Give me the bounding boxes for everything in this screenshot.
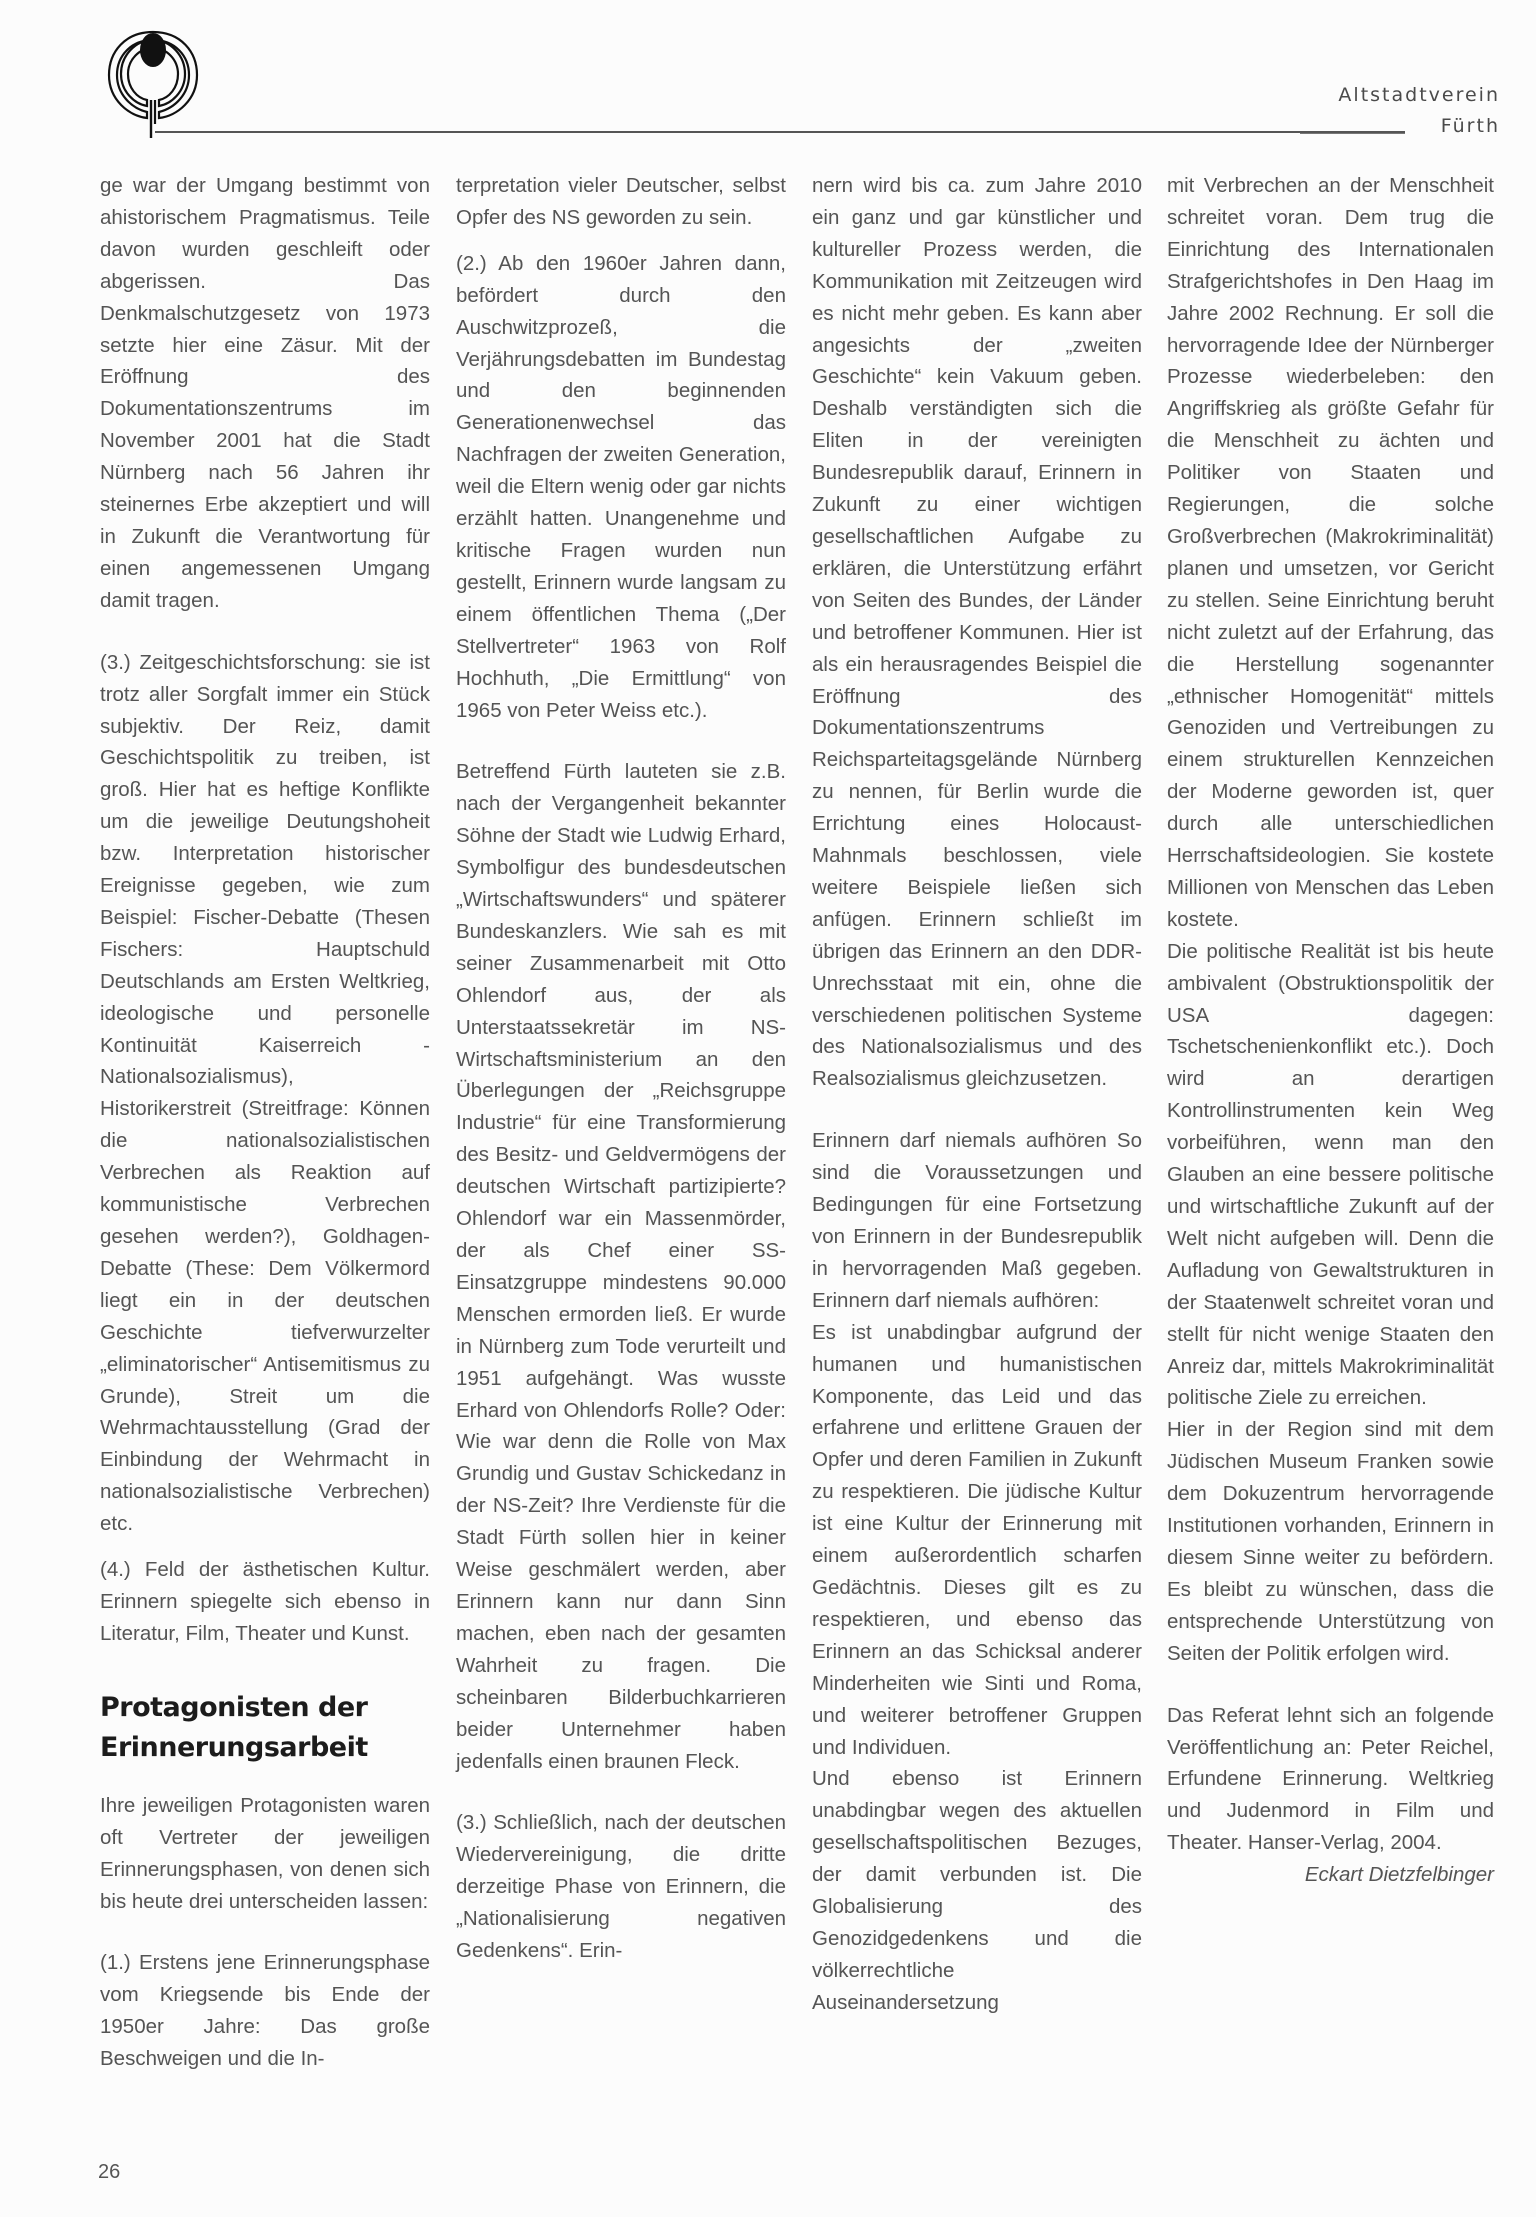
paragraph: ge war der Umgang bestimmt von ahistorischem Pragmatismus. Teile davon wurden geschleift oder abgerissen. Das Denkmalschutzgesetz von 1973 setzte hier eine Zäsur. Mit der Eröffnung des Dokumentationszentrums im November 2001 hat die Stadt Nürnberg nach 56 Jahren ihr steinernes Erbe akzeptiert und will in Zukunft die Verantwortung für einen angemessenen Umgang damit tragen. [100,174,430,612]
reference-note: Das Referat lehnt sich an folgende Veröffentlichung an: Peter Reichel, Erfundene Erinnerung. Weltkrieg und Judenmord in Film und Theater. Hanser-Verlag, 2004. [1167,1703,1494,1855]
text-column-2 [456,170,786,1967]
brand-name [1338,80,1500,142]
paragraph: (3.) Schließlich, nach der deutschen Wiedervereinigung, die dritte derzeitige Phase von Erinnern, die „Nationalisierung negativen Gedenkens“. Erin- [456,1811,786,1963]
text-column-4 [1167,170,1494,1891]
brand-line-2: Fürth [1440,115,1500,137]
paragraph: (3.) Zeitgeschichtsforschung: sie ist trotz aller Sorgfalt immer ein Stück subjektiv. Der Reiz, damit Geschichtspolitik zu treiben, ist groß. Hier hat es heftige Konflikte um die jeweilige Deutungshoheit bzw. Interpretation historischer Ereignisse gegeben, wie zum Beispiel: Fischer-Debatte (Thesen Fischers: Hauptschuld Deutschlands am Ersten Weltkrieg, ideologische und personelle Kontinuität Kaiserreich - Nationalsozialismus), Historikerstreit (Streitfrage: Können die nationalsozialistischen Verbrechen als Reaktion auf kommunistische Verbrechen gesehen werden?), Goldhagen-Debatte (These: Dem Völkermord liegt ein in der deutschen Geschichte tiefverwurzelter „eliminatorischer“ Antisemitismus zu Grunde), Streit um die Wehrmachtausstellung (Grad der Einbindung der Wehrmacht in nationalsozialistische Verbrechen) etc. [100,650,430,1536]
author-byline: Eckart Dietzfelbinger [1304,1863,1494,1887]
paragraph: Betreffend Fürth lauteten sie z.B. nach der Vergangenheit bekannter Söhne der Stadt wie Ludwig Erhard, Symbolfigur des bundesdeutschen „Wirtschaftswunders“ und späterer Bundeskanzlers. Wie sah es mit seiner Zusammenarbeit mit Otto Ohlendorf aus, der als Unterstaatssekretär im NS-Wirtschaftsministerium an den Überlegungen der „Reichsgruppe Industrie“ für eine Transformierung des Besitz- und Geldvermögens der deutschen Wirtschaft partizipierte? Ohlendorf war ein Massenmörder, der als Chef einer SS-Einsatzgruppe mindestens 90.000 Menschen ermorden ließ. Er wurde in Nürnberg zum Tode verurteilt und 1951 aufgehängt. Was wusste Erhard von Ohlendorfs Rolle? Oder: Wie war denn die Rolle von Max Grundig und Gustav Schickedanz in der NS-Zeit? Ihre Verdienste für die Stadt Fürth sollen hier in keiner Weise geschmälert werden, aber Erinnern kann nur dann Sinn machen, eben nach der gesamten Wahrheit zu fragen. Die scheinbaren Bilderbuchkarrieren beider Unternehmer haben jedenfalls einen braunen Fleck. [456,760,786,1773]
paragraph: Und ebenso ist Erinnern unabdingbar wegen des aktuellen gesellschaftspolitischen Bezuges, der damit verbunden ist. Die Globalisierung des Genozidgedenkens und die völkerrechtliche Auseinandersetzung [812,1767,1142,2014]
paragraph: Die politische Realität ist bis heute ambivalent (Obstruktionspolitik der USA dagegen: Tschetschenienkonflikt etc.). Doch wird an derartigen Kontrollinstrumenten kein Weg vorbeiführen, wenn man den Glauben an eine bessere politische und wirtschaftliche Zukunft auf der Welt nicht aufgeben will. Denn die Aufladung von Gewaltstrukturen in der Staatenwelt schreitet voran und stellt für nicht wenige Staaten den Anreiz dar, mittels Makrokriminalität politische Ziele zu erreichen. [1167,939,1494,1410]
brand-line-1: Altstadtverein [1338,84,1500,106]
text-column-3 [812,170,1142,2019]
header-rule [155,131,1405,133]
section-heading: Protagonisten der Erinnerungsarbeit [100,1691,368,1763]
paragraph: terpretation vieler Deutscher, selbst Opfer des NS geworden zu sein. [456,174,786,229]
page-number: 26 [98,2161,121,2183]
paragraph: (1.) Erstens jene Erinnerungsphase vom Kriegsende bis Ende der 1950er Jahre: Das große Beschweigen und die In- [100,1951,430,2071]
paragraph: Erinnern darf niemals aufhören So sind die Voraussetzungen und Bedingungen für eine Fortsetzung von Erinnern in der Bundesrepublik in hervorragenden Maß gegeben. Erinnern darf niemals aufhören: [812,1129,1142,1312]
paragraph: (4.) Feld der ästhetischen Kultur. Erinnern spiegelte sich ebenso in Literatur, Film, Theater und Kunst. [100,1558,430,1645]
text-column-1 [100,170,430,2075]
paragraph: Ihre jeweiligen Protagonisten waren oft Vertreter der jeweiligen Erinnerungsphasen, von denen sich bis heute drei unterscheiden lassen: [100,1793,430,1913]
paragraph: (2.) Ab den 1960er Jahren dann, befördert durch den Auschwitzprozeß, die Verjährungsdebatten im Bundestag und den beginnenden Generationenwechsel das Nachfragen der zweiten Generation, weil die Eltern wenig oder gar nichts erzählt hatten. Unangenehme und kritische Fragen wurden nun gestellt, Erinnern wurde langsam zu einem öffentlichen Thema („Der Stellvertreter“ 1963 von Rolf Hochhuth, „Die Ermittlung“ von 1965 von Peter Weiss etc.). [456,251,786,722]
paragraph: mit Verbrechen an der Menschheit schreitet voran. Dem trug die Einrichtung des Internationalen Strafgerichtshofes in Den Haag im Jahre 2002 Rechnung. Er soll die hervorragende Idee der Nürnberger Prozesse wiederbeleben: den Angriffskrieg als größte Gefahr für die Menschheit zu ächten und Politiker von Staaten und Regierungen, die solche Großverbrechen (Makrokriminalität) planen und umsetzen, vor Gericht zu stellen. Seine Einrichtung beruht nicht zuletzt auf der Erfahrung, das die Herstellung sogenannter „ethnischer Homogenität“ mittels Genoziden und Vertreibungen zu einem strukturellen Kennzeichen der Moderne geworden ist, quer durch alle unterschiedlichen Herrschaftsideologien. Sie kostete Millionen von Menschen das Leben kostete. [1167,174,1494,931]
paragraph: Hier in der Region sind mit dem Jüdischen Museum Franken sowie dem Dokuzentrum hervorragende Institutionen vorhanden, Erinnern in diesem Sinne weiter zu befördern. Es bleibt zu wünschen, dass die entsprechende Unterstützung von Seiten der Politik erfolgen wird. [1167,1418,1494,1665]
paragraph: Es ist unabdingbar aufgrund der humanen und humanistischen Komponente, das Leid und das erfahrene und erlittene Grauen der Opfer und deren Familien in Zukunft zu respektieren. Die jüdische Kultur ist eine Kultur der Erinnerung mit einem außerordentlich scharfen Gedächtnis. Dieses gilt es zu respektieren, und ebenso das Erinnern an das Schicksal anderer Minderheiten wie Sinti und Roma, und weiterer betroffener Gruppen und Individuen. [812,1320,1142,1759]
altstadtverein-logo-icon [103,20,203,140]
paragraph: nern wird bis ca. zum Jahre 2010 ein ganz und gar künstlicher und kultureller Prozess werden, die Kommunikation mit Zeitzeugen wird es nicht mehr geben. Es kann aber angesichts der „zweiten Geschichte“ kein Vakuum geben. Deshalb verständigten sich die Eliten in der vereinigten Bundesrepublik darauf, Erinnern in Zukunft zu einer wichtigen gesellschaftlichen Aufgabe zu erklären, die Unterstützung erfährt von Seiten des Bundes, der Länder und betroffener Kommunen. Hier ist als ein herausragendes Beispiel die Eröffnung des Dokumentationszentrums Reichsparteitagsgelände Nürnberg zu nennen, für Berlin wurde die Errichtung eines Holocaust-Mahnmals beschlossen, viele weitere Beispiele ließen sich anfügen. Erinnern schließt im übrigen das Erinnern an den DDR-Unrechsstaat mit ein, ohne die verschiedenen politischen Systeme des Nationalsozialismus und des Realsozialismus gleichzusetzen. [812,174,1142,1091]
